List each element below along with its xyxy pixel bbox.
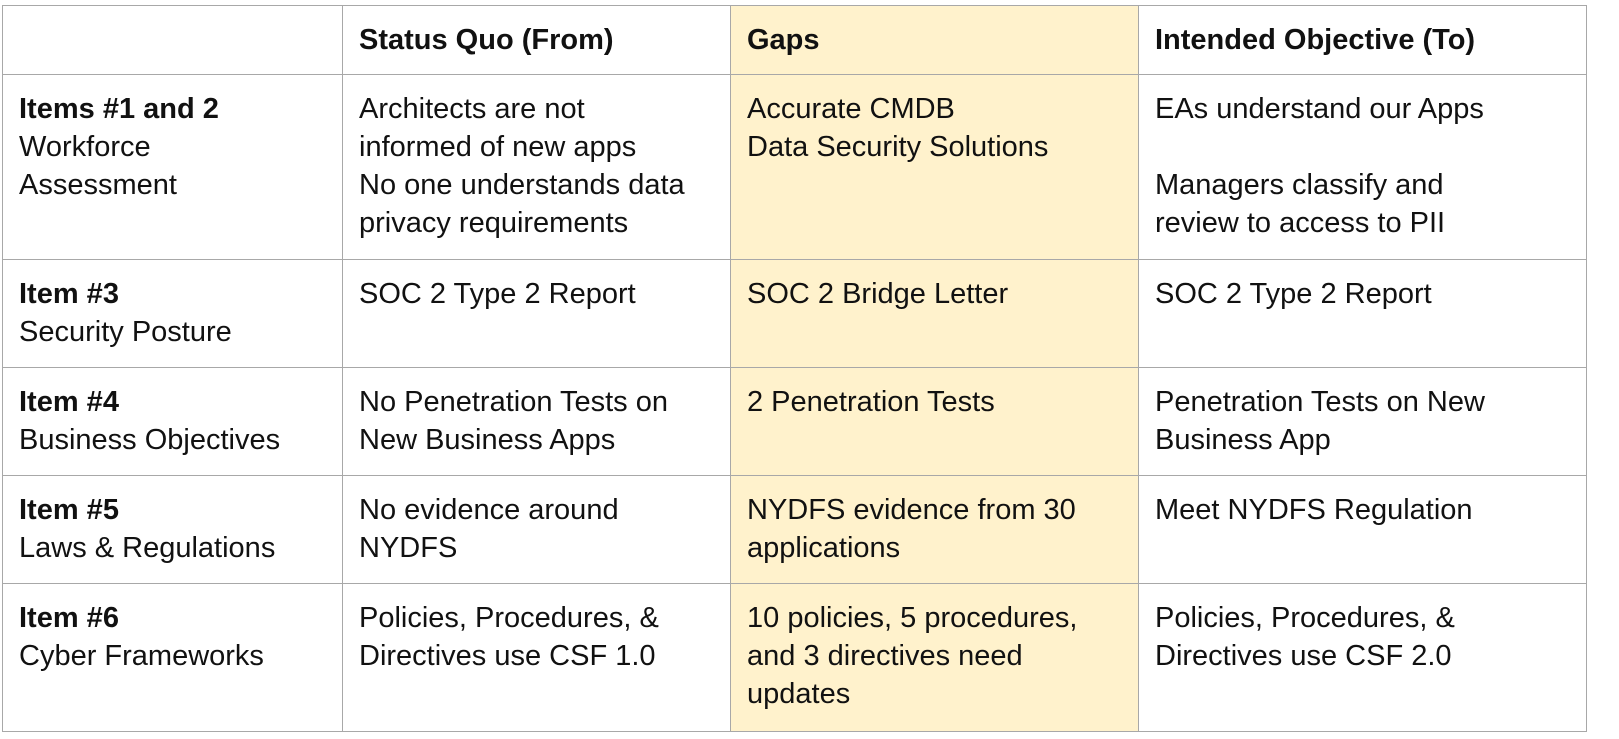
status-quo-cell <box>343 368 731 476</box>
status-quo-cell <box>343 476 731 584</box>
row-category-line: Business Objectives <box>19 424 281 456</box>
row-category-line: Assessment <box>19 169 177 201</box>
row-label-cell <box>3 368 343 476</box>
gaps-cell <box>731 260 1139 368</box>
objective-line: Policies, Procedures, & <box>1155 602 1455 634</box>
status-quo-cell <box>343 75 731 260</box>
gaps-line: applications <box>747 532 901 564</box>
status-quo-line: informed of new apps <box>359 131 637 163</box>
gap-analysis-table <box>2 5 1587 732</box>
gaps-line: Data Security Solutions <box>747 131 1049 163</box>
objective-line: Business App <box>1155 424 1331 456</box>
objective-line: Managers classify and <box>1155 169 1444 201</box>
header-corner-cell <box>3 6 343 75</box>
row-item-title: Item #3 <box>19 278 119 310</box>
status-quo-line: No evidence around <box>359 494 619 526</box>
table-row <box>3 260 1587 368</box>
gaps-line: SOC 2 Bridge Letter <box>747 278 1009 310</box>
table-row <box>3 368 1587 476</box>
table-row <box>3 75 1587 260</box>
row-label-cell <box>3 260 343 368</box>
row-item-title: Item #6 <box>19 602 119 634</box>
row-category-line: Security Posture <box>19 316 232 348</box>
gaps-cell <box>731 368 1139 476</box>
row-category-line: Cyber Frameworks <box>19 640 264 672</box>
row-item-title: Item #4 <box>19 386 119 418</box>
row-item-title: Items #1 and 2 <box>19 93 219 125</box>
status-quo-line: Directives use CSF 1.0 <box>359 640 656 672</box>
status-quo-cell <box>343 584 731 732</box>
objective-line: review to access to PII <box>1155 207 1446 239</box>
header-row <box>3 6 1587 75</box>
objective-line: EAs understand our Apps <box>1155 93 1484 125</box>
objective-cell <box>1139 476 1587 584</box>
status-quo-line: Policies, Procedures, & <box>359 602 659 634</box>
row-item-title: Item #5 <box>19 494 119 526</box>
objective-cell <box>1139 368 1587 476</box>
gaps-line: and 3 directives need <box>747 640 1023 672</box>
status-quo-cell <box>343 260 731 368</box>
row-label-cell <box>3 476 343 584</box>
status-quo-line: SOC 2 Type 2 Report <box>359 278 636 310</box>
gaps-line: NYDFS evidence from 30 <box>747 494 1076 526</box>
status-quo-line: No Penetration Tests on <box>359 386 668 418</box>
gaps-line: 10 policies, 5 procedures, <box>747 602 1078 634</box>
row-label-cell <box>3 584 343 732</box>
header-objective: Intended Objective (To) <box>1139 6 1587 75</box>
objective-line: Penetration Tests on New <box>1155 386 1485 418</box>
row-category-line: Laws & Regulations <box>19 532 276 564</box>
row-category-line: Workforce <box>19 131 151 163</box>
row-label-cell <box>3 75 343 260</box>
objective-line: Meet NYDFS Regulation <box>1155 494 1473 526</box>
gaps-line: 2 Penetration Tests <box>747 386 995 418</box>
gaps-cell <box>731 75 1139 260</box>
objective-line: SOC 2 Type 2 Report <box>1155 278 1432 310</box>
objective-cell <box>1139 584 1587 732</box>
status-quo-line: privacy requirements <box>359 207 629 239</box>
header-status-quo: Status Quo (From) <box>343 6 731 75</box>
status-quo-line: Architects are not <box>359 93 585 125</box>
table-row <box>3 584 1587 732</box>
gaps-cell <box>731 584 1139 732</box>
objective-cell <box>1139 260 1587 368</box>
status-quo-line: New Business Apps <box>359 424 616 456</box>
objective-line: Directives use CSF 2.0 <box>1155 640 1452 672</box>
status-quo-line: No one understands data <box>359 169 685 201</box>
gaps-cell <box>731 476 1139 584</box>
objective-blank-line <box>1155 128 1570 166</box>
header-gaps: Gaps <box>731 6 1139 75</box>
gaps-line: Accurate CMDB <box>747 93 955 125</box>
gaps-line: updates <box>747 678 851 710</box>
status-quo-line: NYDFS <box>359 532 458 564</box>
table-row <box>3 476 1587 584</box>
objective-cell <box>1139 75 1587 260</box>
